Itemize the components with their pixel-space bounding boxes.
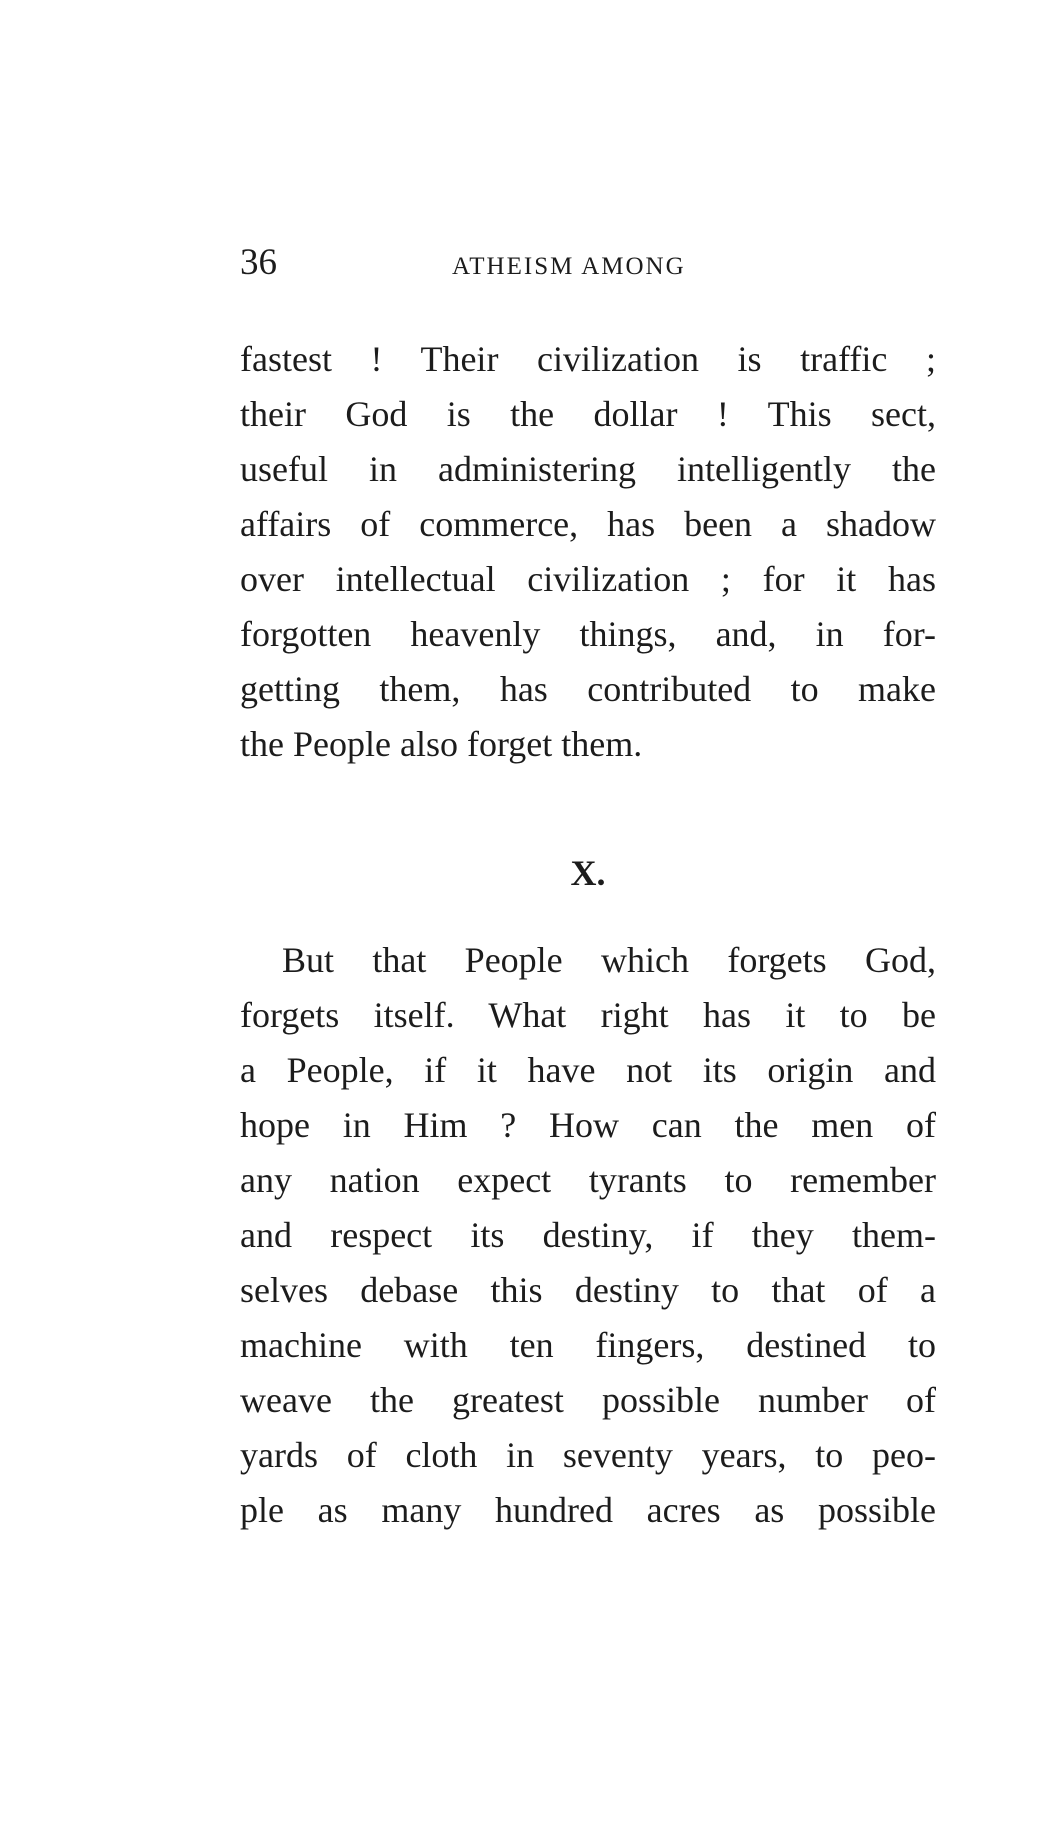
text-line: the People also forget them. [240,724,643,764]
text-line: forgets itself. What right has it to be [240,995,936,1035]
text-line: But that People which forgets God, [282,940,936,980]
running-title: ATHEISM AMONG [452,253,686,280]
text-line: forgotten heavenly things, and, in for- [240,614,936,654]
text-line: over intellectual civilization ; for it has [240,559,936,599]
text-line: getting them, has contributed to make [240,669,936,709]
text-line: hope in Him ? How can the men of [240,1105,936,1145]
text-line: weave the greatest possible number of [240,1380,936,1420]
text-line: any nation expect tyrants to remember [240,1160,936,1200]
text-line: fastest ! Their civilization is traffic ; [240,339,936,379]
paragraph-continued [240,332,936,772]
text-line: and respect its destiny, if they them- [240,1215,936,1255]
running-head [240,238,940,288]
text-line: yards of cloth in seventy years, to peo- [240,1435,936,1475]
page-number: 36 [240,242,277,283]
section-heading: X. [570,853,606,893]
text-line: affairs of commerce, has been a shadow [240,504,936,544]
text-line: ple as many hundred acres as possible [240,1490,936,1530]
text-line: machine with ten fingers, destined to [240,1325,936,1365]
text-line: a People, if it have not its origin and [240,1050,936,1090]
text-line: selves debase this destiny to that of a [240,1270,936,1310]
text-line: useful in administering intelligently the [240,449,936,489]
paragraph-section-x [240,933,936,1538]
text-line: their God is the dollar ! This sect, [240,394,936,434]
